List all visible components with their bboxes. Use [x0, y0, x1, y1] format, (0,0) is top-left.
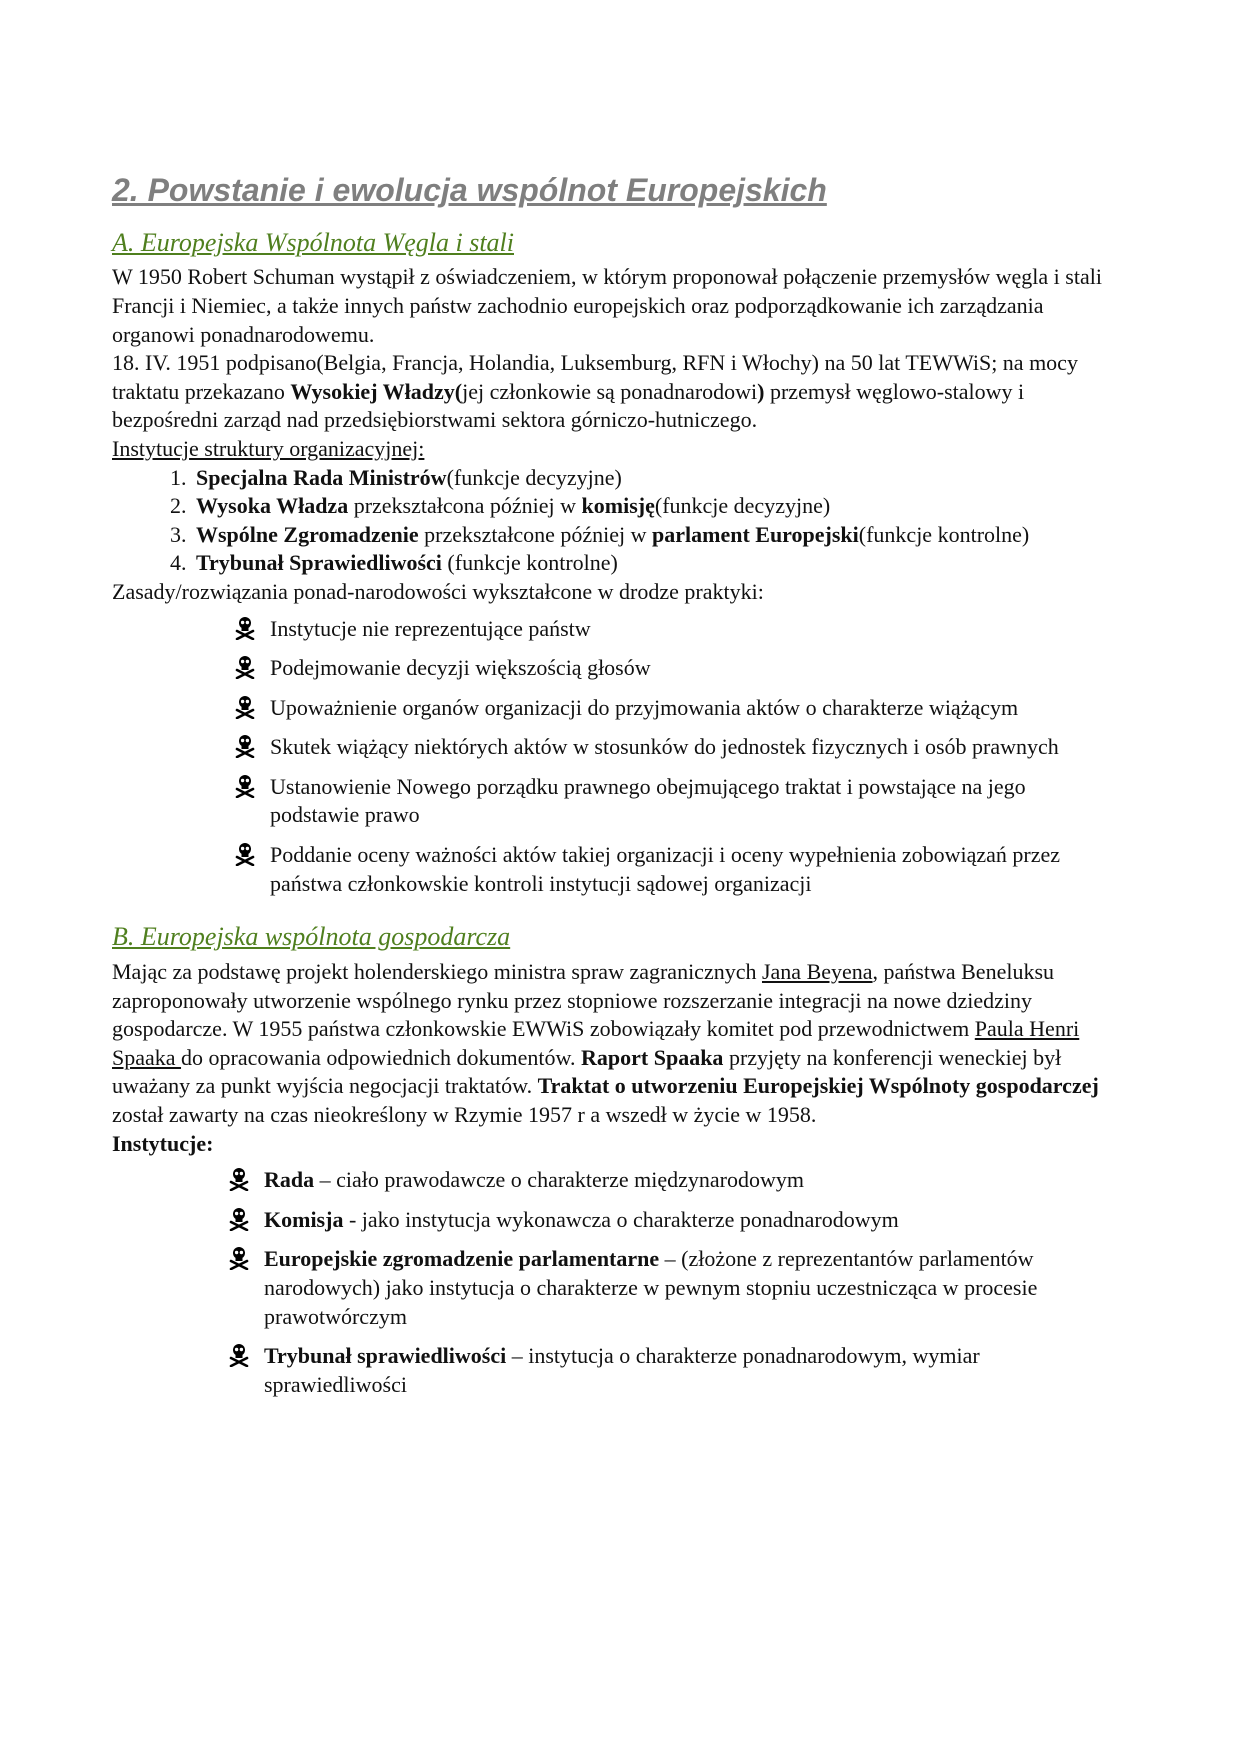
- section-b-institutions-list: [112, 1166, 1112, 1399]
- skull-crossbones-icon: [234, 734, 256, 758]
- institution-name: Wspólne Zgromadzenie: [196, 521, 419, 547]
- institutions-label: Instytucje struktury organizacyjnej:: [112, 435, 425, 461]
- institution-text: - jako instytucja wykonawcza o charakterze ponadnarodowym: [343, 1206, 899, 1232]
- skull-crossbones-icon: [228, 1246, 250, 1270]
- section-b-institutions-label: [112, 1130, 1112, 1159]
- institution-text: przekształcone później w: [418, 521, 652, 547]
- skull-crossbones-icon: [234, 616, 256, 640]
- institution-name: Europejskie zgromadzenie parlamentarne: [264, 1246, 660, 1272]
- institution-name-2: parlament Europejski: [652, 521, 859, 547]
- rule-text: Skutek wiążący niektórych aktów w stosunków do jednostek fizycznych i osób prawnych: [270, 734, 1059, 760]
- institution-text-2: (funkcje decyzyjne): [654, 493, 831, 519]
- list-item: [234, 615, 1112, 644]
- skull-crossbones-icon: [228, 1343, 250, 1367]
- section-a-heading: A. Europejska Wspólnota Węgla i stali: [112, 227, 514, 257]
- p2-text-a: 18. IV. 1951 podpisano(Belgia, Francja, Holandia, Luksemburg, RFN i Włochy) na 50 lat TEWWiS; na mocy traktatu przekazano: [112, 350, 1078, 404]
- list-item: [234, 733, 1112, 762]
- rule-text: Instytucje nie reprezentujące państw: [270, 615, 591, 641]
- b-text-4: przyjęty na konferencji weneckiej był uważany za punkt wyjścia negocjacji traktatów.: [112, 1044, 1062, 1099]
- document-content: [112, 170, 1112, 1410]
- b-bold-2: Traktat o utworzeniu Europejskiej Wspólnoty gospodarczej: [537, 1073, 1099, 1099]
- institution-name: Trybunał Sprawiedliwości: [196, 550, 442, 576]
- page-title: 2. Powstanie i ewolucja wspólnot Europejskich: [112, 172, 827, 208]
- list-item: [234, 694, 1112, 723]
- b-text-1: Mając za podstawę projekt holenderskiego ministra spraw zagranicznych: [112, 959, 762, 985]
- institution-item: [192, 549, 1112, 578]
- section-a-paragraph-1: W 1950 Robert Schuman wystąpił z oświadczeniem, w którym proponował połączenie przemysłów węgla i stali Francji i Niemiec, a także innych państw zachodnio europejskich oraz podporządkowanie ich zarządzania organowi ponadnarodowemu.: [112, 264, 1102, 347]
- rules-list: [112, 615, 1112, 899]
- institution-item: [192, 464, 1112, 493]
- institution-text: (funkcje decyzyjne): [446, 464, 622, 490]
- institution-name: Trybunał sprawiedliwości: [264, 1343, 507, 1369]
- skull-crossbones-icon: [234, 842, 256, 866]
- section-b-paragraph: [112, 958, 1112, 1130]
- section-a-paragraph-2: [112, 349, 1112, 435]
- skull-crossbones-icon: [228, 1167, 250, 1191]
- b-text-5: został zawarty na czas nieokreślony w Rzymie 1957 r a wszedł w życie w 1958.: [112, 1102, 817, 1128]
- p2-bold-d: ): [757, 378, 765, 404]
- p2-bold-b: Wysokiej Władzy(: [290, 378, 463, 404]
- institution-name: Rada: [264, 1167, 315, 1193]
- list-item: [228, 1166, 1112, 1195]
- b-text-2: , państwa Beneluksu zaproponowały utworzenie wspólnego rynku przez stopniowe rozszerzanie integracji na nowe dziedziny gospodarcze. W 1955 państwa członkowskie EWWiS zobowiązały komitet pod przewodnictwem: [112, 959, 1055, 1042]
- b-text-3: do opracowania odpowiednich dokumentów.: [181, 1044, 582, 1070]
- institutions-list: [112, 464, 1112, 578]
- rule-text: Ustanowienie Nowego porządku prawnego obejmującego traktat i powstające na jego podstawie prawo: [270, 773, 1026, 828]
- list-item: [228, 1245, 1112, 1331]
- person-link-spaak[interactable]: Paula Henri Spaaka: [112, 1016, 1080, 1070]
- p2-text-c: jej członkowie są ponadnarodowi: [462, 378, 758, 404]
- institution-text-2: (funkcje kontrolne): [858, 521, 1030, 547]
- section-b-heading: B. Europejska wspólnota gospodarcza: [112, 922, 511, 952]
- institution-name: Wysoka Władza: [196, 493, 349, 519]
- institution-item: [192, 521, 1112, 550]
- person-link-beyen[interactable]: Jana Beyena: [761, 959, 873, 985]
- skull-crossbones-icon: [234, 655, 256, 679]
- list-item: [234, 654, 1112, 683]
- skull-crossbones-icon: [234, 695, 256, 719]
- institutions-heading: Instytucje:: [112, 1130, 214, 1156]
- institution-text: – (złożone z reprezentantów parlamentów narodowych) jako instytucja o charakterze w pewnym stopniu uczestnicząca w procesie prawotwórczym: [264, 1246, 1038, 1329]
- list-item: [228, 1342, 1112, 1399]
- p2-text-e: przemysł węglowo-stalowy i bezpośredni zarząd nad przedsiębiorstwami sektora górniczo-hutniczego.: [112, 378, 1025, 433]
- rule-text: Poddanie oceny ważności aktów takiej organizacji i oceny wypełnienia zobowiązań przez państwa członkowskie kontroli instytucji sądowej organizacji: [270, 842, 1061, 896]
- skull-crossbones-icon: [234, 774, 256, 798]
- skull-crossbones-icon: [228, 1207, 250, 1231]
- institution-text: – ciało prawodawcze o charakterze międzynarodowym: [314, 1167, 805, 1193]
- list-item: [234, 841, 1112, 898]
- institution-text: (funkcje kontrolne): [441, 550, 618, 576]
- institution-name-2: komisję: [581, 493, 655, 519]
- institution-name: Specjalna Rada Ministrów: [196, 464, 447, 490]
- list-item: [228, 1206, 1112, 1235]
- rule-text: Podejmowanie decyzji większością głosów: [270, 655, 651, 681]
- institution-item: [192, 492, 1112, 521]
- b-bold-1: Raport Spaaka: [581, 1044, 724, 1070]
- institution-text: – instytucja o charakterze ponadnarodowym, wymiar sprawiedliwości: [264, 1343, 980, 1397]
- institution-text: przekształcona później w: [348, 493, 582, 519]
- rule-text: Upoważnienie organów organizacji do przyjmowania aktów o charakterze wiążącym: [270, 694, 1019, 720]
- list-item: [234, 773, 1112, 830]
- institution-name: Komisja: [264, 1206, 344, 1232]
- rules-label: Zasady/rozwiązania ponad-narodowości wykształcone w drodze praktyki:: [112, 578, 764, 604]
